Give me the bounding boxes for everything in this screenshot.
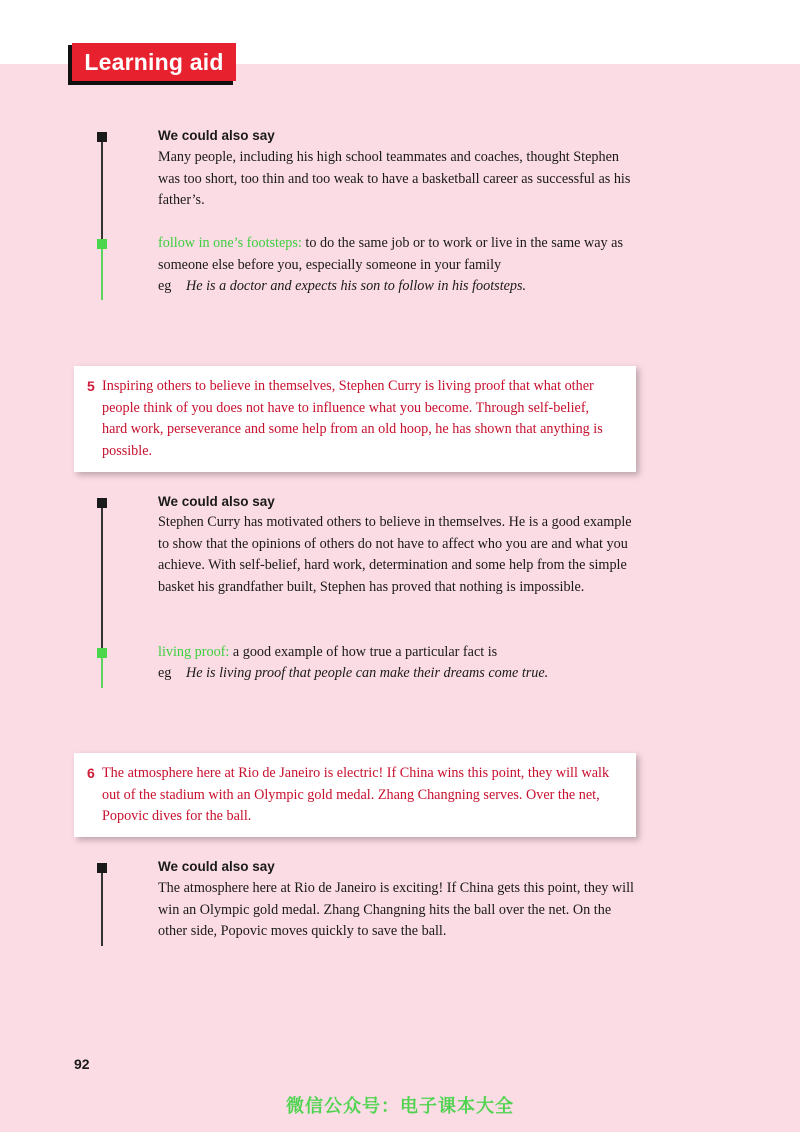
vocab-term: living proof:	[158, 644, 230, 660]
footer-watermark-text: 微信公众号：电子课本大全	[286, 1096, 514, 1117]
also-say-text: Many people, including his high school teammates and coaches, thought Stephen was too short, too thin and too weak to have a basketball career as successful as his father’s.	[158, 149, 631, 208]
quote-card-6	[74, 753, 636, 837]
example-sentence: He is a doctor and expects his son to follow in his footsteps.	[186, 278, 527, 294]
also-say-heading: We could also say	[158, 859, 275, 874]
bullet-square	[97, 498, 107, 508]
example-label: eg	[158, 278, 172, 294]
vocab-term: follow in one’s footsteps:	[158, 235, 302, 251]
bullet-square-green	[97, 239, 107, 249]
page-number: 92	[74, 1056, 90, 1072]
bullet-square	[97, 863, 107, 873]
learning-aid-badge: Learning aid	[72, 43, 236, 81]
timeline-line	[101, 868, 103, 946]
timeline-line	[101, 137, 103, 245]
vocab-entry	[158, 642, 638, 664]
example-line	[158, 278, 526, 295]
also-say-text: The atmosphere here at Rio de Janeiro is exciting! If China gets this point, they will win an Olympic gold medal. Zhang Changning hits the ball over the net. On the other side, Popovic moves quickly to save the ball.	[158, 880, 634, 939]
timeline-line-green	[101, 245, 103, 300]
timeline-line	[101, 503, 103, 653]
also-say-heading: We could also say	[158, 128, 275, 143]
example-label: eg	[158, 665, 172, 681]
example-sentence: He is living proof that people can make their dreams come true.	[186, 665, 549, 681]
vocab-definition: a good example of how true a particular fact is	[229, 644, 498, 660]
quote-number: 5	[87, 378, 95, 394]
example-line	[158, 665, 548, 682]
vocab-entry	[158, 233, 638, 276]
quote-text: The atmosphere here at Rio de Janeiro is electric! If China wins this point, they will walk out of the stadium with an Olympic gold medal. Zhang Changning serves. Over the net, Popovic dives for the ball.	[102, 765, 610, 824]
bullet-square-green	[97, 648, 107, 658]
quote-card-5	[74, 366, 636, 472]
vocab-definition: to do the same job or to work or live in the same way as someone else before you, especially someone in your family	[158, 235, 623, 273]
also-say-text: Stephen Curry has motivated others to believe in themselves. He is a good example to show that the opinions of others do not have to affect who you are and what you achieve. With self-belief, hard work, determination and some help from the simple basket his grandfather built, Stephen has proved that nothing is impossible.	[158, 514, 632, 595]
timeline-line-green	[101, 653, 103, 688]
also-say-heading: We could also say	[158, 494, 275, 509]
quote-number: 6	[87, 765, 95, 781]
quote-text: Inspiring others to believe in themselves, Stephen Curry is living proof that what other people think of you does not have to influence what you become. Through self-belief, hard work, perseverance and some help from an old hoop, he has shown that anything is possible.	[102, 378, 603, 459]
bullet-square	[97, 132, 107, 142]
